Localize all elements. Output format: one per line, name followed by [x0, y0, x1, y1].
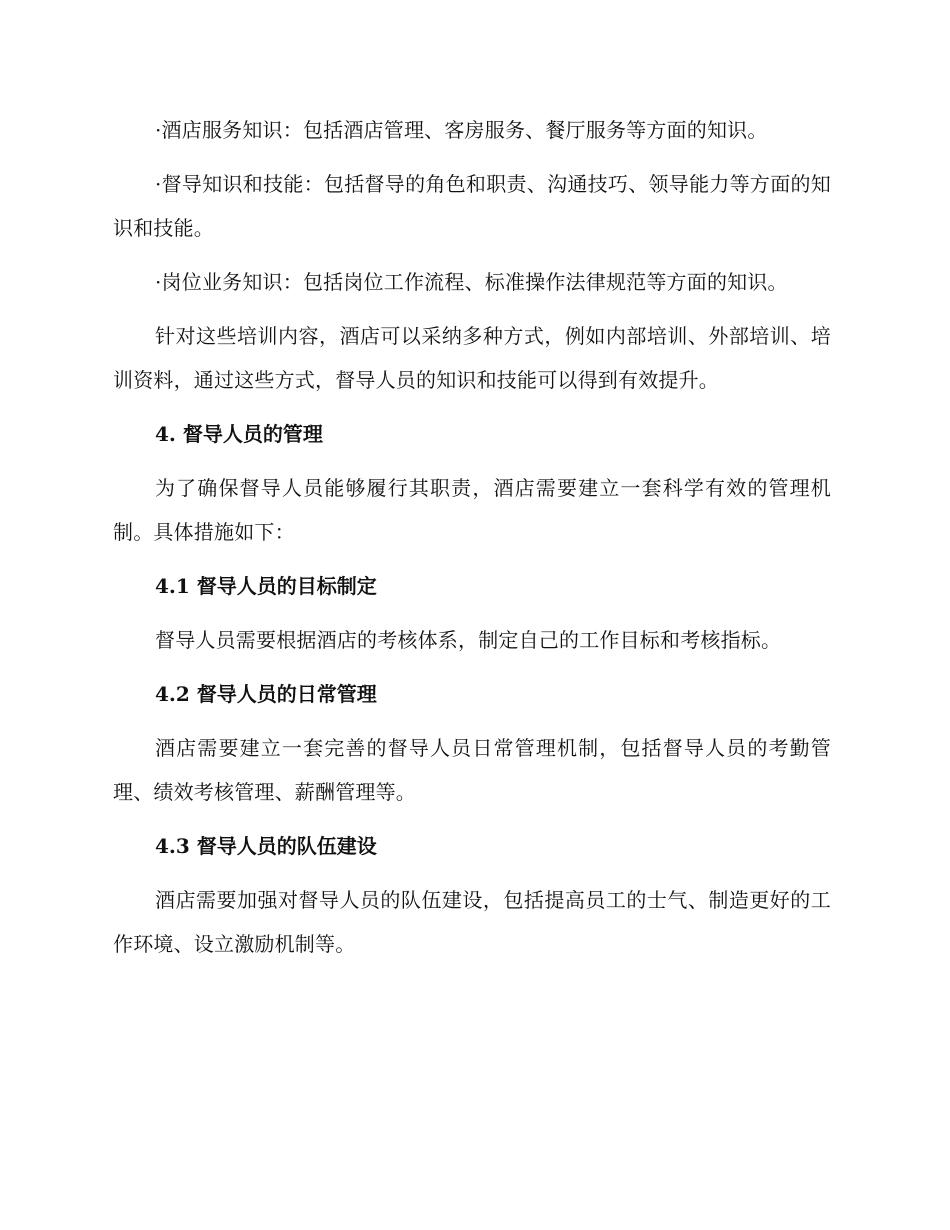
- subsection-4-2-heading: 4.2 督导人员的日常管理: [155, 682, 377, 706]
- subsection-4-1-body: 督导人员需要根据酒店的考核体系，制定自己的工作目标和考核指标。: [155, 628, 782, 652]
- section-4-intro: 为了确保督导人员能够履行其职责，酒店需要建立一套科学有效的管理机制。具体措施如下：: [113, 476, 831, 544]
- bullet-hotel-service-knowledge: ·酒店服务知识：包括酒店管理、客房服务、餐厅服务等方面的知识。: [155, 118, 768, 142]
- section-4-heading: 4. 督导人员的管理: [155, 422, 323, 446]
- subsection-4-3-body: 酒店需要加强对督导人员的队伍建设，包括提高员工的士气、制造更好的工作环境、设立激励机制等。: [113, 888, 831, 956]
- bullet-job-knowledge: ·岗位业务知识：包括岗位工作流程、标准操作法律规范等方面的知识。: [155, 270, 788, 294]
- training-summary-paragraph: 针对这些培训内容，酒店可以采纳多种方式，例如内部培训、外部培训、培训资料，通过这些方式，督导人员的知识和技能可以得到有效提升。: [113, 324, 831, 392]
- subsection-4-2-body: 酒店需要建立一套完善的督导人员日常管理机制，包括督导人员的考勤管理、绩效考核管理、薪酬管理等。: [113, 736, 831, 804]
- bullet-supervision-skills: ·督导知识和技能：包括督导的角色和职责、沟通技巧、领导能力等方面的知识和技能。: [113, 172, 831, 240]
- subsection-4-3-heading: 4.3 督导人员的队伍建设: [155, 834, 377, 858]
- document-body: [113, 108, 831, 976]
- subsection-4-1-heading: 4.1 督导人员的目标制定: [155, 574, 377, 598]
